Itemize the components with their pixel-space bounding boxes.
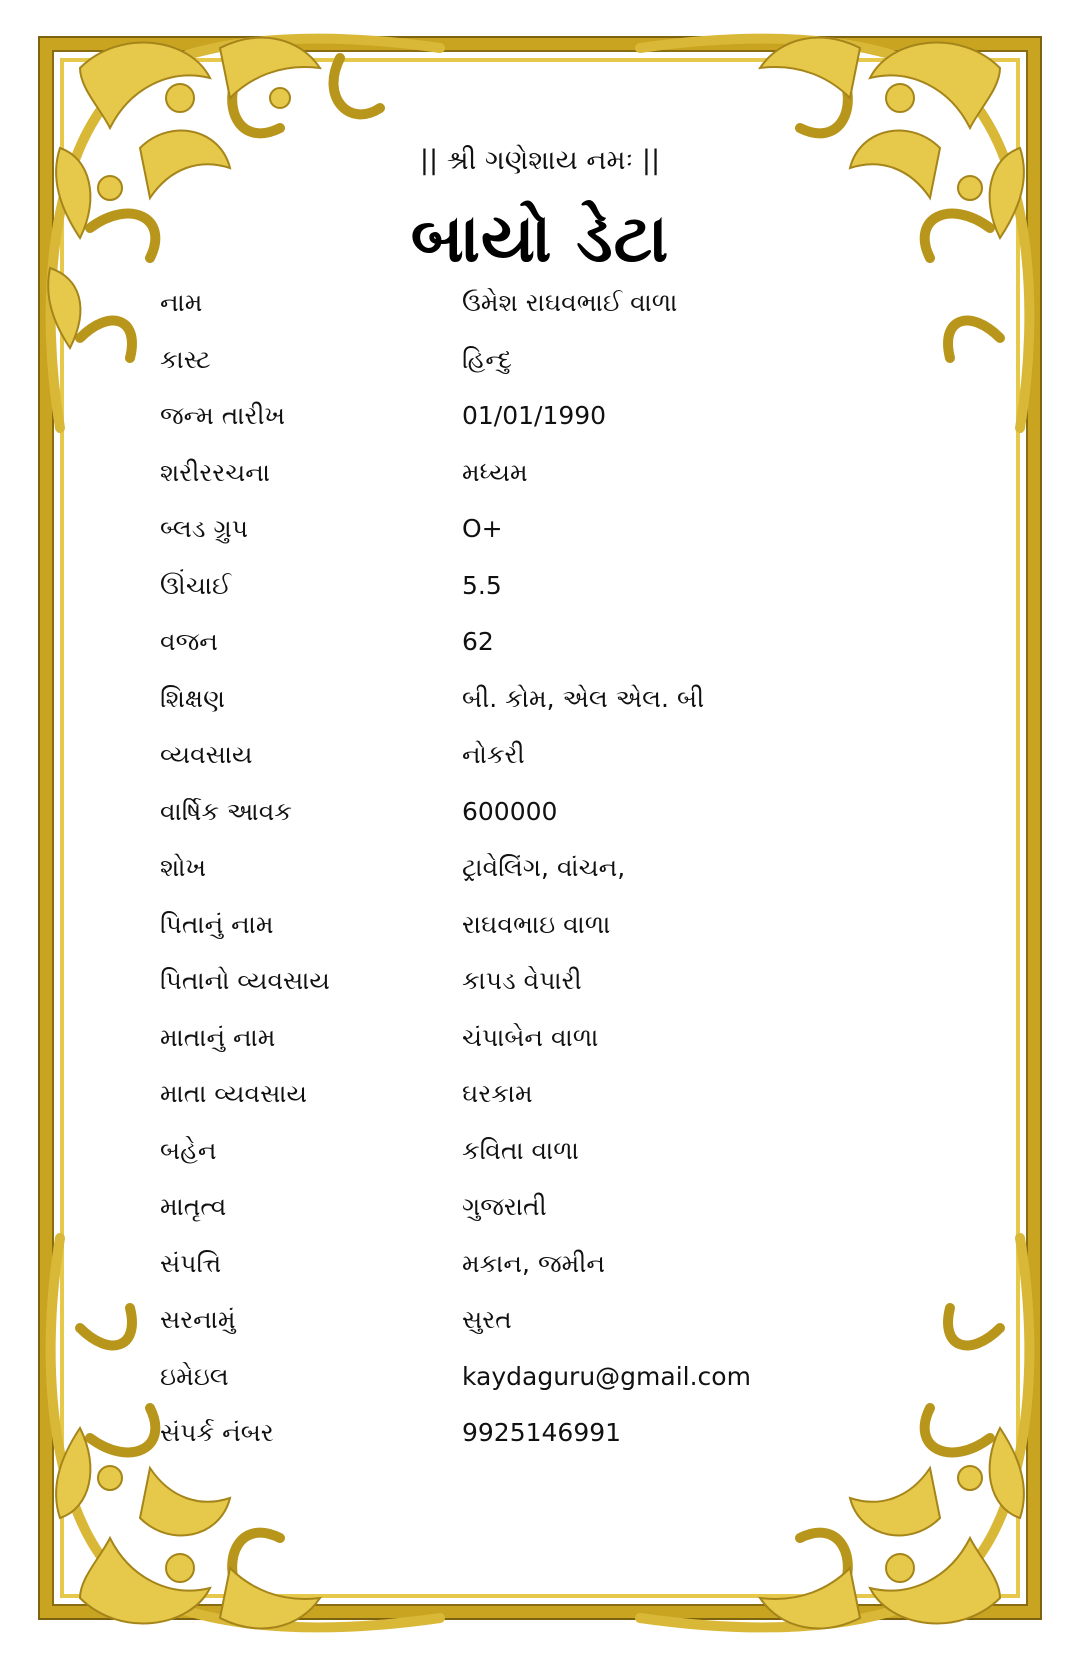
detail-label: માતા વ્યવસાય	[160, 1079, 307, 1108]
detail-label: બહેન	[160, 1135, 217, 1165]
detail-label: વજન	[160, 627, 218, 656]
detail-label: સંપર્ક નંબર	[160, 1418, 274, 1447]
detail-row	[160, 853, 920, 910]
detail-value: O+	[462, 514, 503, 543]
detail-label: માતાનું નામ	[160, 1022, 276, 1052]
detail-value: ઉમેશ રાઘવભાઈ વાળા	[462, 288, 678, 317]
detail-label: વ્યવસાય	[160, 740, 253, 769]
email-value: kaydaguru@gmail.com	[462, 1361, 751, 1391]
detail-label: નામ	[160, 288, 203, 317]
detail-value: કવિતા વાળા	[462, 1135, 579, 1165]
detail-label: બ્લડ ગ્રુપ	[160, 514, 248, 543]
detail-label: માતૃત્વ	[160, 1192, 227, 1221]
detail-row	[160, 571, 920, 628]
detail-label: સંપત્તિ	[160, 1248, 222, 1278]
biodata-details	[160, 288, 920, 1475]
detail-value: 01/01/1990	[462, 401, 607, 430]
detail-row	[160, 1249, 920, 1306]
detail-label: કાસ્ટ	[160, 344, 211, 374]
detail-row	[160, 740, 920, 797]
detail-row	[160, 966, 920, 1023]
detail-label: શિક્ષણ	[160, 683, 225, 713]
phone-value: 9925146991	[462, 1418, 622, 1447]
detail-row	[160, 1362, 920, 1419]
detail-value: હિન્દુ	[462, 344, 512, 374]
detail-row	[160, 1305, 920, 1362]
detail-row	[160, 1418, 920, 1475]
detail-value: મધ્યમ	[462, 457, 528, 487]
detail-row	[160, 627, 920, 684]
detail-label: ઇમેઇલ	[160, 1361, 229, 1391]
detail-row	[160, 684, 920, 741]
detail-row	[160, 1192, 920, 1249]
detail-row	[160, 1079, 920, 1136]
detail-label: પિતાનું નામ	[160, 909, 274, 939]
detail-value: ટ્રાવેલિંગ, વાંચન,	[462, 853, 626, 882]
detail-value: ચંપાબેન વાળા	[462, 1022, 599, 1052]
detail-value: કાપડ વેપારી	[462, 966, 582, 995]
detail-value: રાઘવભાઇ વાળા	[462, 909, 611, 939]
detail-row	[160, 401, 920, 458]
detail-value: 5.5	[462, 570, 502, 600]
detail-label: વાર્ષિક આવક	[160, 796, 292, 826]
detail-label: ઊંચાઈ	[160, 570, 232, 600]
detail-row	[160, 288, 920, 345]
detail-value: મકાન, જમીન	[462, 1248, 606, 1278]
detail-row	[160, 345, 920, 402]
detail-row	[160, 797, 920, 854]
detail-label: જન્મ તારીખ	[160, 401, 286, 430]
detail-label: સરનામું	[160, 1305, 236, 1334]
detail-row	[160, 458, 920, 515]
detail-value: બી. કોમ, એલ એલ. બી	[462, 683, 705, 713]
blessing-line: || શ્રી ગણેશાય નમઃ ||	[419, 145, 661, 176]
detail-value: સુરત	[462, 1305, 512, 1334]
detail-row	[160, 1136, 920, 1193]
detail-label: શોખ	[160, 853, 207, 882]
detail-value: 62	[462, 627, 494, 656]
detail-label: પિતાનો વ્યવસાય	[160, 966, 330, 995]
page-title: બાયો ડેટા	[410, 200, 670, 277]
detail-value: 600000	[462, 796, 558, 826]
detail-label: શરીરરચના	[160, 457, 270, 487]
detail-row	[160, 514, 920, 571]
detail-value: ઘરકામ	[462, 1079, 533, 1108]
detail-row	[160, 910, 920, 967]
detail-value: ગુજરાતી	[462, 1192, 547, 1221]
detail-row	[160, 1023, 920, 1080]
detail-value: નોકરી	[462, 740, 525, 769]
